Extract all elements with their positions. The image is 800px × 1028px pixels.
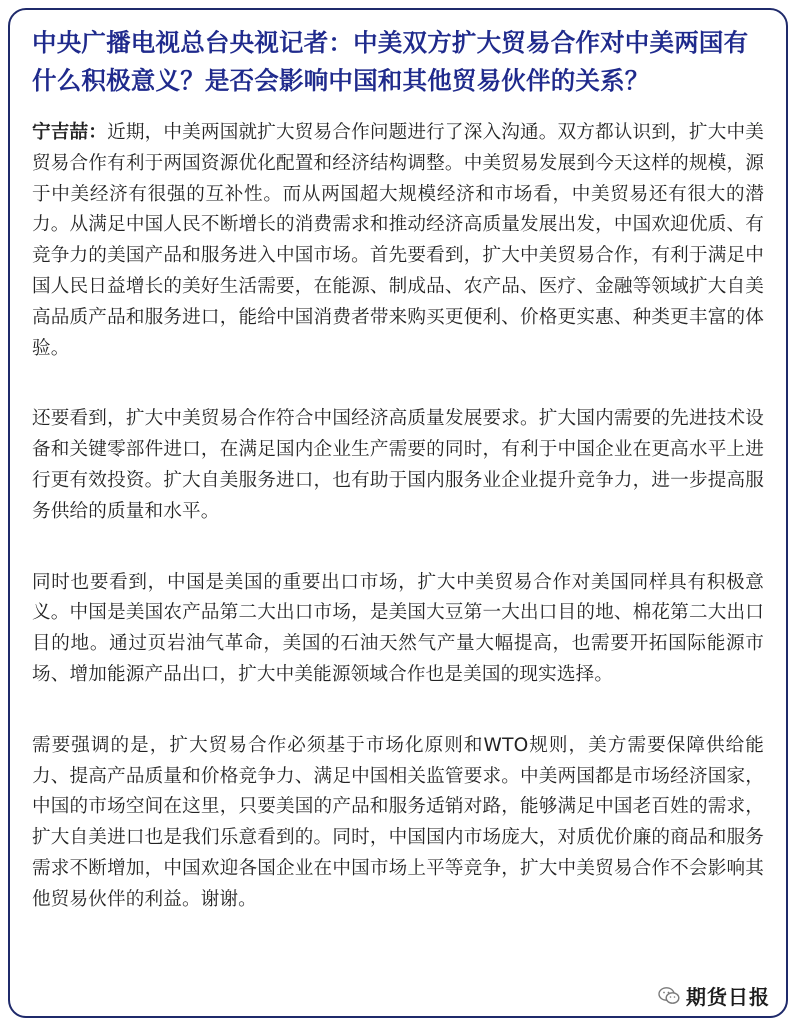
watermark — [658, 981, 770, 1010]
answer-paragraph-1 — [32, 118, 764, 364]
watermark-text: 期货日报 — [686, 985, 770, 1009]
article-card — [8, 8, 788, 1018]
wechat-icon — [658, 986, 680, 1006]
speaker-name: 宁吉喆： — [32, 122, 108, 143]
answer-paragraph-2: 还要看到，扩大中美贸易合作符合中国经济高质量发展要求。扩大国内需要的先进技术设备和关键零部件进口，在满足国内企业生产需要的同时，有利于中国企业在更高水平上进行更有效投资。扩大自美服务进口，也有助于国内服务业企业提升竞争力，进一步提高服务供给的质量和水平。 — [32, 408, 764, 522]
answer-paragraph-4: 需要强调的是，扩大贸易合作必须基于市场化原则和WTO规则，美方需要保障供给能力、提高产品质量和价格竞争力、满足中国相关监管要求。中美两国都是市场经济国家，中国的市场空间在这里，只要美国的产品和服务适销对路，能够满足中国老百姓的需求，扩大自美进口也是我们乐意看到的。同时，中国国内市场庞大，对质优价廉的商品和服务需求不断增加，中国欢迎各国企业在中国市场上平等竞争，扩大中美贸易合作不会影响其他贸易伙伴的利益。谢谢。 — [32, 734, 764, 910]
answer-paragraph-1-text: 近期，中美两国就扩大贸易合作问题进行了深入沟通。双方都认识到，扩大中美贸易合作有利于两国资源优化配置和经济结构调整。中美贸易发展到今天这样的规模，源于中美经济有很强的互补性。而从两国超大规模经济和市场看，中美贸易还有很大的潜力。从满足中国人民不断增长的消费需求和推动经济高质量发展出发，中国欢迎优质、有竞争力的美国产品和服务进入中国市场。首先要看到，扩大中美贸易合作，有利于满足中国人民日益增长的美好生活需要，在能源、制成品、农产品、医疗、金融等领域扩大自美高品质产品和服务进口，能给中国消费者带来购买更便利、价格更实惠、种类更丰富的体验。 — [32, 122, 764, 359]
reporter-question: 中央广播电视总台央视记者：中美双方扩大贸易合作对中美两国有什么积极意义？是否会影响中国和其他贸易伙伴的关系？ — [32, 28, 749, 95]
answer-paragraph-3: 同时也要看到，中国是美国的重要出口市场，扩大中美贸易合作对美国同样具有积极意义。中国是美国农产品第二大出口市场，是美国大豆第一大出口目的地、棉花第二大出口目的地。通过页岩油气革命，美国的石油天然气产量大幅提高，也需要开拓国际能源市场、增加能源产品出口，扩大中美能源领域合作也是美国的现实选择。 — [32, 571, 764, 685]
